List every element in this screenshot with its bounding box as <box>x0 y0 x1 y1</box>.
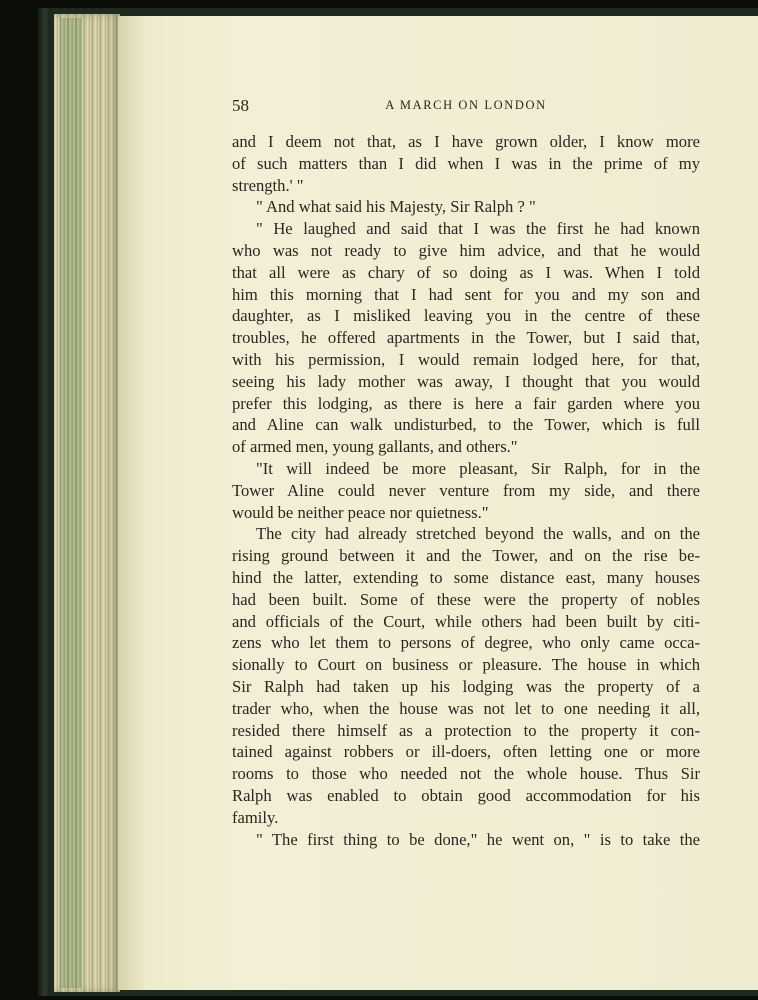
running-title: A MARCH ON LONDON <box>385 98 547 112</box>
text-line: rising ground between it and the Tower, and on the rise be- <box>232 546 700 566</box>
text-line: hind the latter, extending to some distance east, many houses <box>232 567 700 587</box>
text-line: and Aline can walk undisturbed, to the Tower, which is full <box>232 415 700 435</box>
text-line: of armed men, young gallants, and others." <box>232 437 518 457</box>
text-line: with his permission, I would remain lodged here, for that, <box>232 349 700 369</box>
text-line: troubles, he offered apartments in the Tower, but I said that, <box>232 328 700 348</box>
text-line: who was not ready to give him advice, and that he would <box>232 240 700 260</box>
text-line: Tower Aline could never venture from my side, and there <box>232 480 700 500</box>
text-line: rooms to those who needed not the whole house. Thus Sir <box>232 764 700 784</box>
book-spine-edge <box>38 8 50 996</box>
text-line: that all were as chary of so doing as I was. When I told <box>232 262 700 282</box>
text-line: trader who, when the house was not let to one needing it all, <box>232 698 700 718</box>
text-line: " He laughed and said that I was the first he had known <box>256 219 700 239</box>
text-line: Ralph was enabled to obtain good accommodation for his <box>232 785 700 805</box>
text-line: sionally to Court on business or pleasure. The house in which <box>232 655 700 675</box>
text-line: Sir Ralph had taken up his lodging was the property of a <box>232 676 700 696</box>
page-body-text <box>232 131 700 850</box>
text-line: " And what said his Majesty, Sir Ralph ? " <box>256 197 536 217</box>
text-line: him this morning that I had sent for you and my son and <box>232 284 700 304</box>
text-line: seeing his lady mother was away, I thought that you would <box>232 371 700 391</box>
text-line: The city had already stretched beyond the walls, and on the <box>256 524 700 544</box>
text-line: zens who let them to persons of degree, who only came occa- <box>232 633 700 653</box>
text-line: and officials of the Court, while others had been built by citi- <box>232 611 700 631</box>
text-line: resided there himself as a protection to the property it con- <box>232 720 700 740</box>
text-line: prefer this lodging, as there is here a fair garden where you <box>232 393 700 413</box>
text-line: would be neither peace nor quietness." <box>232 502 489 522</box>
page-number: 58 <box>232 96 249 115</box>
page-edges-tint <box>60 18 82 988</box>
text-line: family. <box>232 807 279 827</box>
text-line: and I deem not that, as I have grown older, I know more <box>232 132 700 151</box>
text-line: strength.' " <box>232 175 304 195</box>
page-header <box>232 96 700 120</box>
text-line: " The first thing to be done," he went on, " is to take the <box>256 829 700 849</box>
text-line: had been built. Some of these were the property of nobles <box>232 589 700 609</box>
text-line: "It will indeed be more pleasant, Sir Ralph, for in the <box>256 458 700 478</box>
text-line: of such matters than I did when I was in the prime of my <box>232 153 700 173</box>
text-line: daughter, as I misliked leaving you in the centre of these <box>232 306 700 326</box>
text-line: tained against robbers or ill-doers, often letting one or more <box>232 742 700 762</box>
